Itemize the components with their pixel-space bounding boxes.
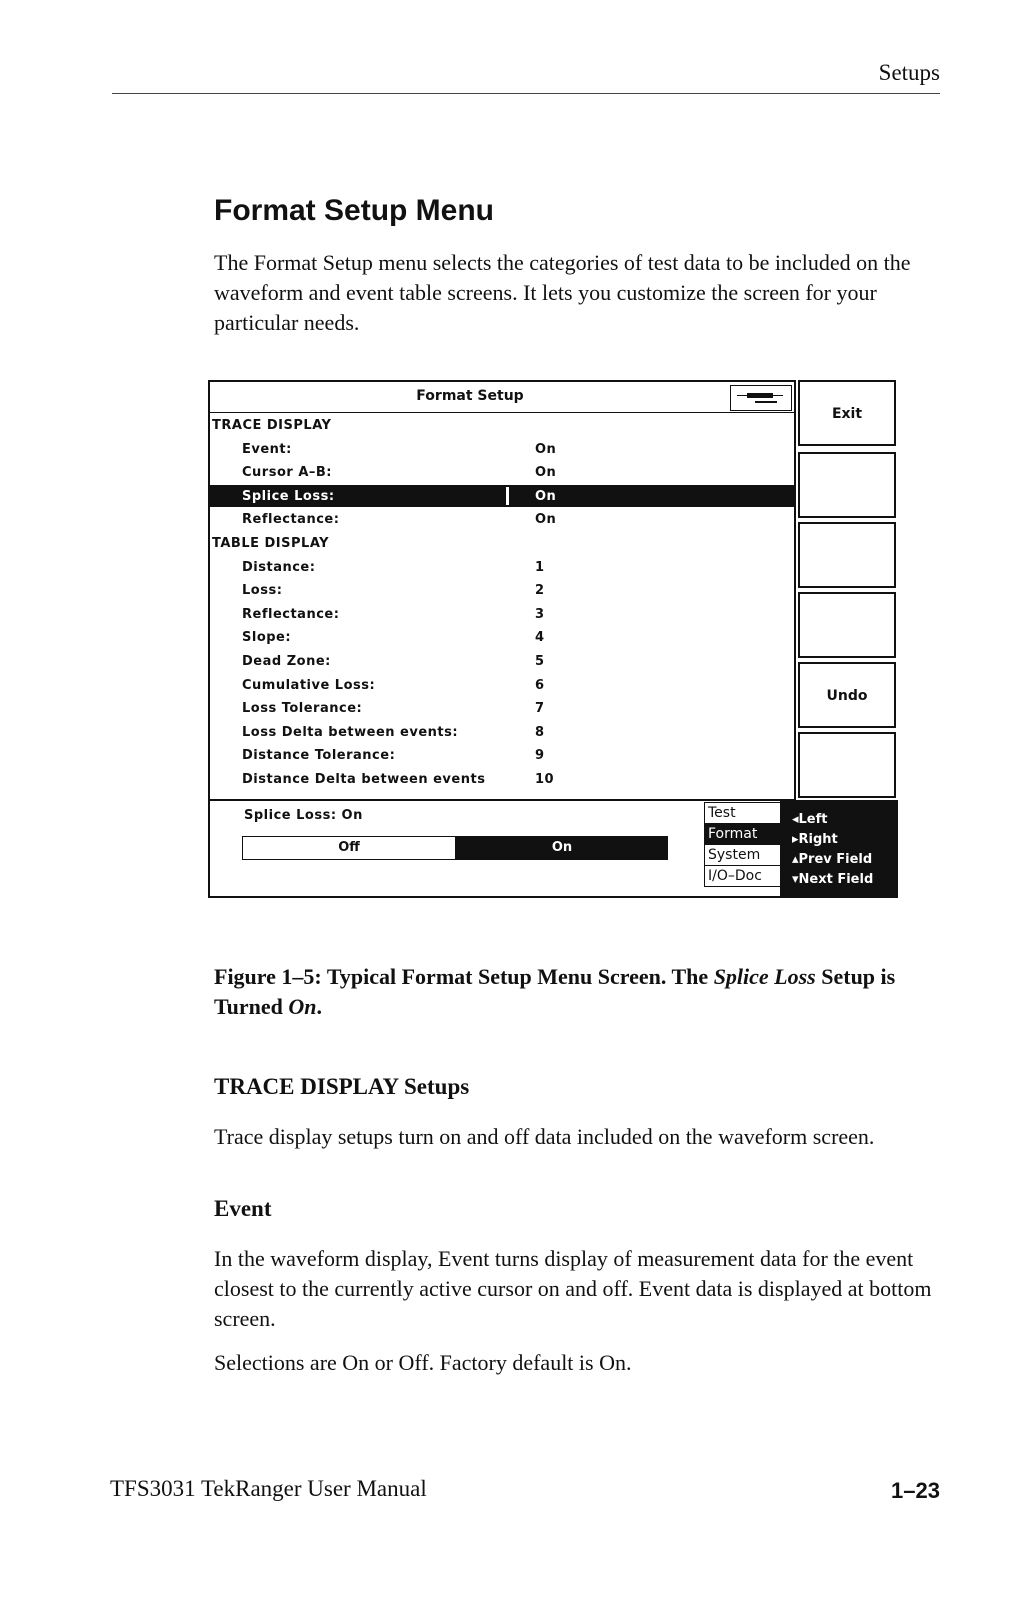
setting-row[interactable] (210, 556, 794, 578)
softkey-exit[interactable]: Exit (798, 380, 896, 446)
menu-item-io-doc[interactable]: I/O–Doc (708, 868, 762, 884)
setting-label: Loss Tolerance: (242, 701, 363, 717)
setting-row[interactable] (210, 697, 794, 719)
intro-paragraph: The Format Setup menu selects the categories of test data to be included on the waveform and event table screens. It lets you customize the screen for your particular needs. (214, 250, 911, 335)
setting-label: Distance Delta between events (242, 772, 486, 787)
figure-caption: Figure 1–5: Typical Format Setup Menu Screen. The Splice Loss Setup is Turned On. (214, 964, 896, 1019)
setting-row[interactable] (210, 461, 794, 483)
setting-label: Distance: (242, 559, 316, 575)
setting-row[interactable] (210, 744, 794, 766)
main-panel (208, 380, 796, 898)
nav-next-field: ▾Next Field (792, 872, 874, 887)
setting-value: 4 (535, 630, 545, 646)
nav-prev-field: ▴Prev Field (792, 852, 873, 867)
trace-display-text: Trace display setups turn on and off data included on the waveform screen. (214, 1124, 875, 1149)
trace-display-heading: TRACE DISPLAY Setups (214, 1074, 470, 1099)
setting-label: Reflectance: (242, 606, 340, 622)
setting-row[interactable] (210, 650, 794, 672)
navigation-help (780, 800, 898, 898)
battery-icon (730, 385, 792, 411)
setting-label: TRACE DISPLAY (212, 418, 332, 433)
menu-list (704, 802, 786, 887)
nav-left: ◂Left (792, 812, 828, 827)
setting-value: On (535, 512, 557, 528)
setting-value: 1 (535, 559, 545, 575)
softkey-3[interactable] (798, 522, 896, 588)
event-default-text: Selections are On or Off. Factory default is On. (214, 1350, 632, 1375)
setting-label: Loss Delta between events: (242, 724, 459, 740)
setting-row[interactable] (210, 603, 794, 625)
softkey-4[interactable] (798, 592, 896, 658)
setting-label: Cursor A–B: (242, 465, 332, 481)
event-heading: Event (214, 1196, 272, 1221)
setting-label: Distance Tolerance: (242, 748, 396, 764)
header-rule (112, 93, 940, 94)
event-text: In the waveform display, Event turns display of measurement data for the event closest to the currently active cursor on and off. Event data is displayed at bottom screen. (214, 1246, 932, 1331)
setting-row[interactable] (210, 438, 794, 460)
title-bar (210, 382, 794, 413)
status-divider (210, 799, 794, 801)
setting-value: 7 (535, 701, 545, 717)
setting-label: Dead Zone: (242, 654, 331, 669)
setting-value: On (535, 465, 557, 481)
setting-row[interactable] (210, 674, 794, 696)
setting-value: On (535, 441, 557, 457)
softkey-6[interactable] (798, 732, 896, 798)
menu-item-format[interactable]: Format (705, 824, 785, 845)
option-off-button[interactable]: Off (242, 836, 456, 860)
softkey-undo[interactable]: Undo (798, 662, 896, 728)
setting-value: 10 (535, 772, 555, 787)
setting-label: Event: (242, 441, 292, 457)
setting-label: Splice Loss: (242, 488, 335, 504)
setting-label: Loss: (242, 583, 283, 599)
menu-item-test[interactable]: Test (705, 803, 785, 824)
screen-title: Format Setup (416, 388, 524, 404)
option-on-button[interactable]: On (456, 836, 668, 860)
page-number: 1–23 (891, 1478, 940, 1503)
setting-label: Reflectance: (242, 512, 340, 528)
section-header-row (210, 414, 794, 436)
section-title: Format Setup Menu (214, 194, 495, 227)
setting-value: 9 (535, 748, 545, 764)
setting-row[interactable] (210, 508, 794, 530)
softkey-2[interactable] (798, 452, 896, 518)
setting-row[interactable] (210, 768, 794, 790)
setting-row[interactable] (210, 721, 794, 743)
setting-row[interactable] (210, 579, 794, 601)
format-setup-screen (208, 380, 898, 900)
setting-value: 2 (535, 583, 545, 599)
setting-value: 5 (535, 654, 545, 669)
setting-value: On (535, 488, 557, 504)
setting-value: 6 (535, 677, 545, 693)
status-text: Splice Loss: On (244, 808, 363, 823)
setting-value: 3 (535, 606, 545, 622)
nav-right: ▸Right (792, 832, 838, 847)
setting-label: Cumulative Loss: (242, 677, 376, 693)
section-header-row (210, 532, 794, 554)
setting-label: Slope: (242, 630, 292, 646)
footer-manual-title: TFS3031 TekRanger User Manual (110, 1476, 427, 1501)
menu-item-system[interactable]: System (705, 845, 785, 866)
setting-row[interactable] (210, 626, 794, 648)
setting-label: TABLE DISPLAY (212, 536, 330, 551)
setting-value: 8 (535, 724, 545, 740)
setting-row[interactable] (210, 485, 794, 507)
running-head: Setups (878, 60, 940, 85)
selection-divider (506, 487, 509, 505)
